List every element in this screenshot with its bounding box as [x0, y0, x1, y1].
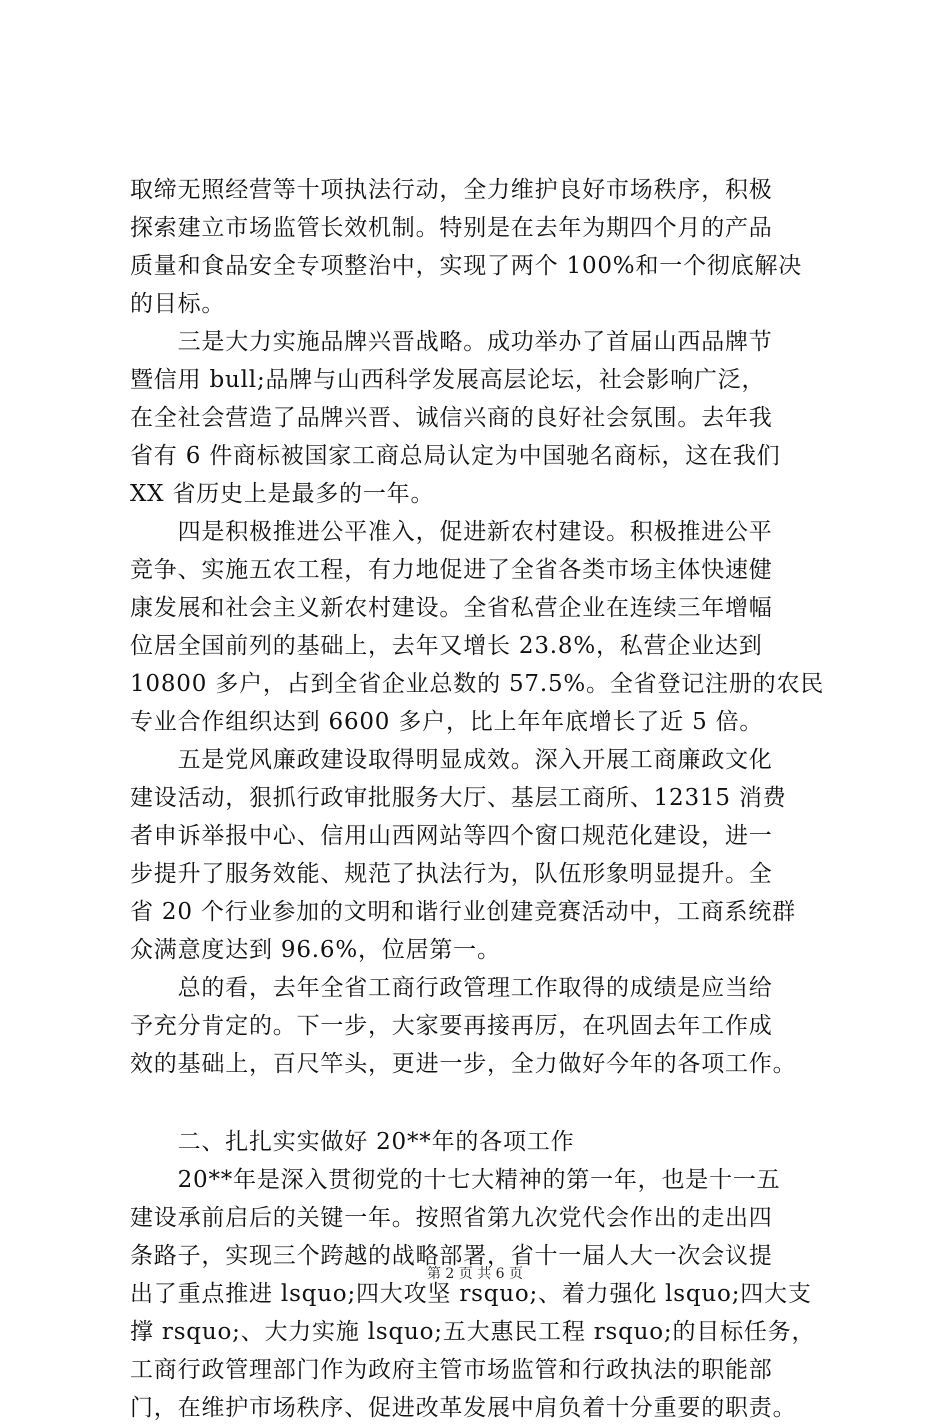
- text-line: 条路子，实现三个跨越的战略部署，省十一届人大一次会议提: [130, 1243, 773, 1269]
- text-line: 建设承前启后的关键一年。按照省第九次党代会作出的走出四: [130, 1205, 773, 1231]
- section-gap: [130, 1083, 852, 1123]
- text-line: 取缔无照经营等十项执法行动，全力维护良好市场秩序，积极: [130, 177, 773, 203]
- text-line: XX 省历史上是最多的一年。: [130, 481, 435, 507]
- page-number-footer: 第 2 页 共 6 页: [426, 1266, 524, 1282]
- text-line: 工商行政管理部门作为政府主管市场监管和行政执法的职能部: [130, 1357, 773, 1383]
- text-line: 的目标。: [130, 291, 226, 317]
- text-line: 省有 6 件商标被国家工商总局认定为中国驰名商标，这在我们: [130, 443, 781, 469]
- text-line: 10800 多户，占到全省企业总数的 57.5%。全省登记注册的农民: [130, 671, 825, 697]
- text-line: 效的基础上，百尺竿头，更进一步，全力做好今年的各项工作。: [130, 1051, 797, 1077]
- text-line: 质量和食品安全专项整治中，实现了两个 100%和一个彻底解决: [130, 253, 803, 279]
- text-line: 在全社会营造了品牌兴晋、诚信兴商的良好社会氛围。去年我: [130, 405, 773, 431]
- text-line: 出了重点推进 lsquo;四大攻坚 rsquo;、着力强化 lsquo;四大支: [130, 1281, 812, 1307]
- document-body: [130, 171, 852, 1427]
- section-heading: 二、扎扎实实做好 20**年的各项工作: [130, 1129, 575, 1155]
- text-line: 者申诉举报中心、信用山西网站等四个窗口规范化建设，进一: [130, 823, 773, 849]
- text-line: 专业合作组织达到 6600 多户，比上年年底增长了近 5 倍。: [130, 709, 764, 735]
- text-line: 建设活动，狠抓行政审批服务大厅、基层工商所、12315 消费: [130, 785, 787, 811]
- text-line: 20**年是深入贯彻党的十七大精神的第一年，也是十一五: [130, 1167, 781, 1193]
- text-line: 步提升了服务效能、规范了执法行为，队伍形象明显提升。全: [130, 861, 773, 887]
- text-line: 康发展和社会主义新农村建设。全省私营企业在连续三年增幅: [130, 595, 773, 621]
- text-line: 三是大力实施品牌兴晋战略。成功举办了首届山西品牌节: [130, 329, 773, 355]
- text-line: 予充分肯定的。下一步，大家要再接再厉，在巩固去年工作成: [130, 1013, 773, 1039]
- text-line: 总的看，去年全省工商行政管理工作取得的成绩是应当给: [130, 975, 773, 1001]
- text-line: 五是党风廉政建设取得明显成效。深入开展工商廉政文化: [130, 747, 773, 773]
- text-line: 四是积极推进公平准入，促进新农村建设。积极推进公平: [130, 519, 773, 545]
- text-line: 探索建立市场监管长效机制。特别是在去年为期四个月的产品: [130, 215, 773, 241]
- text-line: 竞争、实施五农工程，有力地促进了全省各类市场主体快速健: [130, 557, 773, 583]
- text-line: 众满意度达到 96.6%，位居第一。: [130, 937, 501, 963]
- text-line: 暨信用 bull;品牌与山西科学发展高层论坛，社会影响广泛，: [130, 367, 766, 393]
- paragraph-block-1: [130, 171, 852, 1083]
- text-line: 省 20 个行业参加的文明和谐行业创建竞赛活动中，工商系统群: [130, 899, 796, 925]
- text-line: 门，在维护市场秩序、促进改革发展中肩负着十分重要的职责。: [130, 1395, 797, 1421]
- text-line: 撑 rsquo;、大力实施 lsquo;五大惠民工程 rsquo;的目标任务，: [130, 1319, 816, 1345]
- text-line: 位居全国前列的基础上，去年又增长 23.8%，私营企业达到: [130, 633, 763, 659]
